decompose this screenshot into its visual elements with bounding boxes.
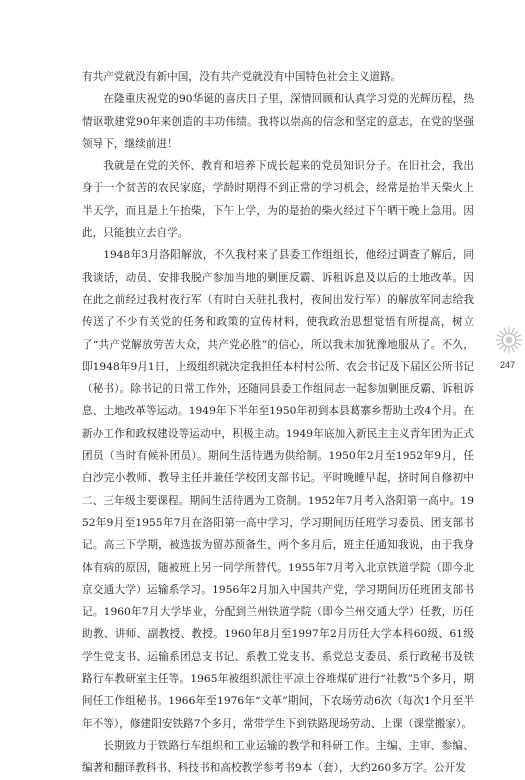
body-text xyxy=(82,66,474,780)
paragraph-continuation: 有共产党就没有新中国，没有共产党就没有中国特色社会主义道路。 xyxy=(82,71,402,83)
page-number: 247 xyxy=(500,360,516,370)
paragraph-career: 1948年3月洛阳解放，不久我村来了县委工作组组长，他经过调查了解后，同我谈话，动员、安排我脱产参加当地的剿匪反霸、诉租诉息及以后的土地改革。因在此之前经过我村夜行军（有时白天驻扎我村，夜间出发行军）的解放军同志给我传送了不少有关党的任务和政策的宣传材料，使我政治思想觉悟有所提高，树立了“共产党解放劳苦大众，共产党必胜”的信心，所以我未加犹豫地服从了。不久，即1948年9月1日，上级组织就决定我担任本村村公所、农会书记及下届区公所书记（秘书）。除书记的日常工作外，还随同县委工作组同志一起参加剿匪反霸、诉租诉息、土地改革等运动。1949年下半年至1950年初到本县葛寨乡帮助土改4个月。在新办工作和政权建设等运动中，积极主动。1949年底加入新民主主义青年团为正式团员（当时有候补团员）。期间生活待遇为供给制。1950年2月至1952年9月，任白沙完小教师、教导主任并兼任学校团支部书记。平时晚睡早起，挤时间自修初中二、三年级主要课程。期间生活待遇为工资制。1952年7月考入洛阳第一高中。1952年9月至1955年7月在洛阳第一高中学习，学习期间历任班学习委员、团支部书记。高三下学期，被选拔为留苏预备生，两个多月后，班主任通知我说，由于我身体有病的原因，随被班上另一同学所替代。1955年7月考入北京铁道学院（即今北京交通大学）运输系学习。1956年2月加入中国共产党，学习期间历任班团支部书记。1960年7月大学毕业，分配到兰州铁道学院（即今兰州交通大学）任教，历任助教、讲师、副教授、教授。1960年8月至1997年2月历任大学本科60级、61级学生党支书、运输系团总支书记、系教工党支书、系党总支委员、系行政秘书及铁路行车教研室主任等。1965年被组织派往平凉土谷堆煤矿进行“社教”5个多月，期间任工作组秘书。1966年至1976年“文革”期间，下农场劳动6次（每次1个月至半年不等），修建阳安铁路7个多月，常带学生下到铁路现场劳动、上课（课堂搬家）。 xyxy=(82,249,474,730)
paragraph-background: 我就是在党的关怀、教育和培养下成长起来的党员知识分子。在旧社会，我出身于一个贫苦的农民家庭，学龄时期得不到正常的学习机会，经常是抬半天柴火上半天学，而且是上午抬柴，下午上学，为的是抬的柴火经过下午晒干晚上急用。因此，只能独立去自学。 xyxy=(82,160,474,240)
paragraph-anniversary: 在隆重庆祝党的90华诞的喜庆日子里，深情回顾和认真学习党的光辉历程，热情讴歌建党90年来创造的丰功伟绩。我将以崇高的信念和坚定的意志，在党的坚强领导下，继续前进！ xyxy=(82,93,474,150)
paragraph-research: 长期致力于铁路行车组织和工业运输的教学和科研工作。主编、主审、参编、编著和翻译教科书、科技书和高校教学参考书9本（套），大约260多万字。公开发 xyxy=(82,739,474,775)
sunburst-ornament-icon xyxy=(495,326,523,354)
